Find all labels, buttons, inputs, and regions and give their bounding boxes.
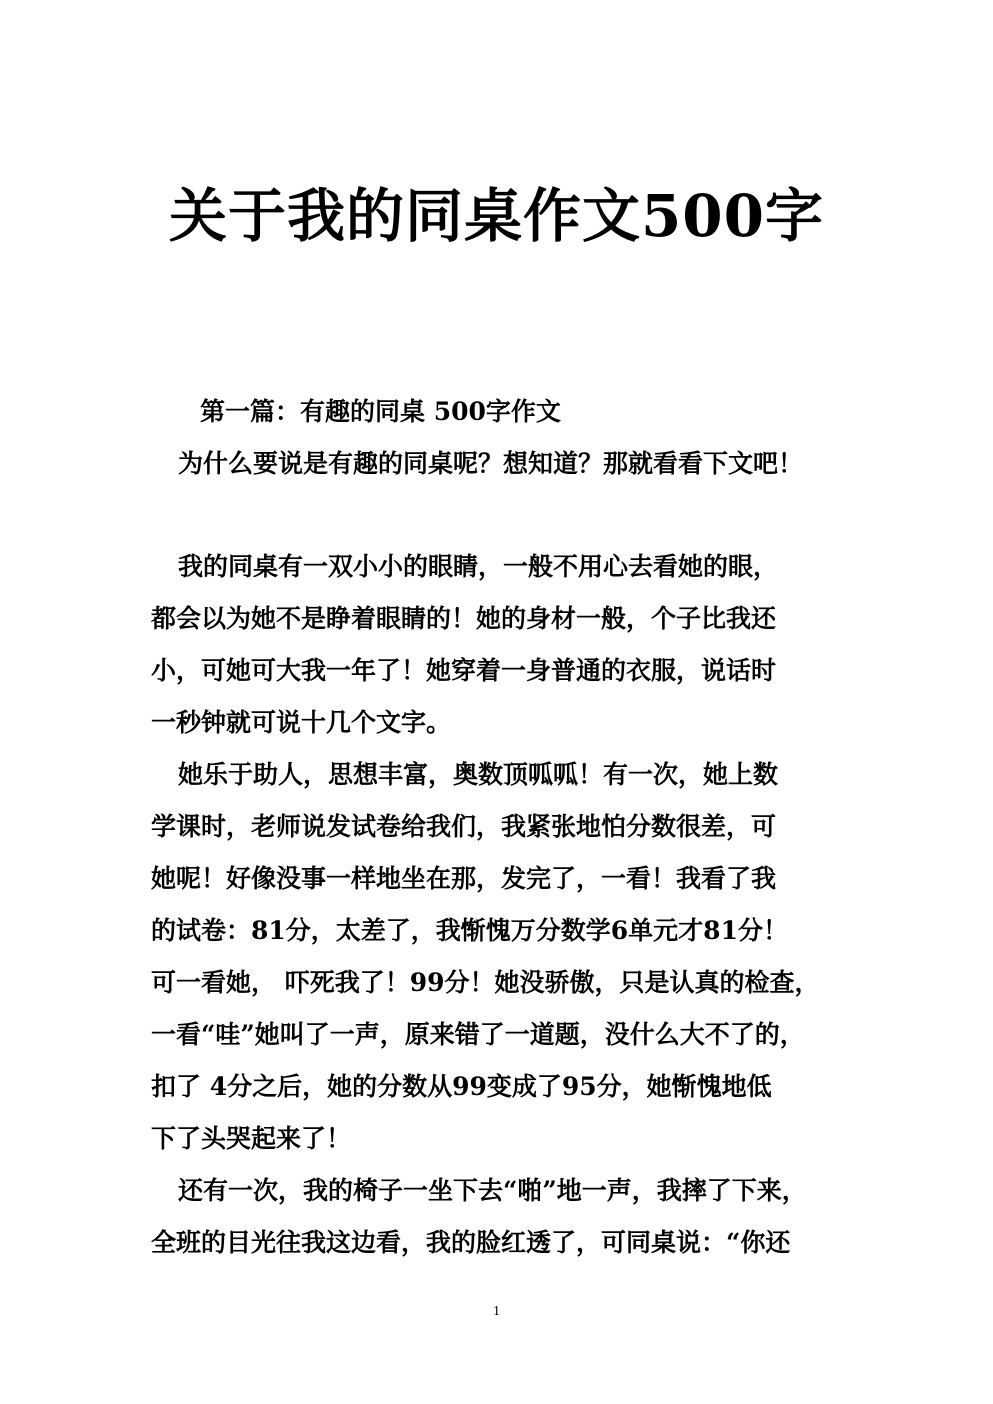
paragraph-line: 小，可她可大我一年了！她穿着一身普通的衣服，说话时 (151, 656, 777, 685)
paragraph-line: 扣了 4分之后，她的分数从99变成了95分，她惭愧地低 (151, 1072, 772, 1101)
paragraph-line: 可一看她， 吓死我了！99分！她没骄傲，只是认真的检查， (151, 968, 820, 997)
paragraph-line: 全班的目光往我这边看，我的脸红透了，可同桌说：“你还 (151, 1228, 791, 1257)
paragraph-line: 还有一次，我的椅子一坐下去“啪”地一声，我摔了下来， (178, 1176, 807, 1205)
paragraph-line: 都会以为她不是睁着眼睛的！她的身材一般，个子比我还 (151, 604, 777, 633)
page-number: 1 (493, 1304, 500, 1319)
document-title: 关于我的同桌作文500字 (168, 182, 825, 250)
paragraph-line: 一秒钟就可说十几个文字。 (151, 708, 452, 737)
paragraph-line: 为什么要说是有趣的同桌呢？想知道？那就看看下文吧！ (178, 449, 804, 478)
paragraph-line: 我的同桌有一双小小的眼睛，一般不用心去看她的眼， (178, 552, 779, 581)
paragraph-line: 学课时，老师说发试卷给我们，我紧张地怕分数很差，可 (151, 812, 777, 841)
paragraph-line: 的试卷：81分，太差了，我惭愧万分数学6单元才81分！ (151, 916, 788, 945)
paragraph-line: 她乐于助人，思想丰富，奥数顶呱呱！有一次，她上数 (178, 760, 779, 789)
section-heading: 第一篇：有趣的同桌 500字作文 (200, 397, 561, 426)
paragraph-line: 下了头哭起来了！ (151, 1124, 352, 1153)
paragraph-line: 她呢！好像没事一样地坐在那，发完了，一看！我看了我 (151, 864, 777, 893)
paragraph-line: 一看“哇”她叫了一声，原来错了一道题，没什么大不了的， (151, 1020, 805, 1049)
